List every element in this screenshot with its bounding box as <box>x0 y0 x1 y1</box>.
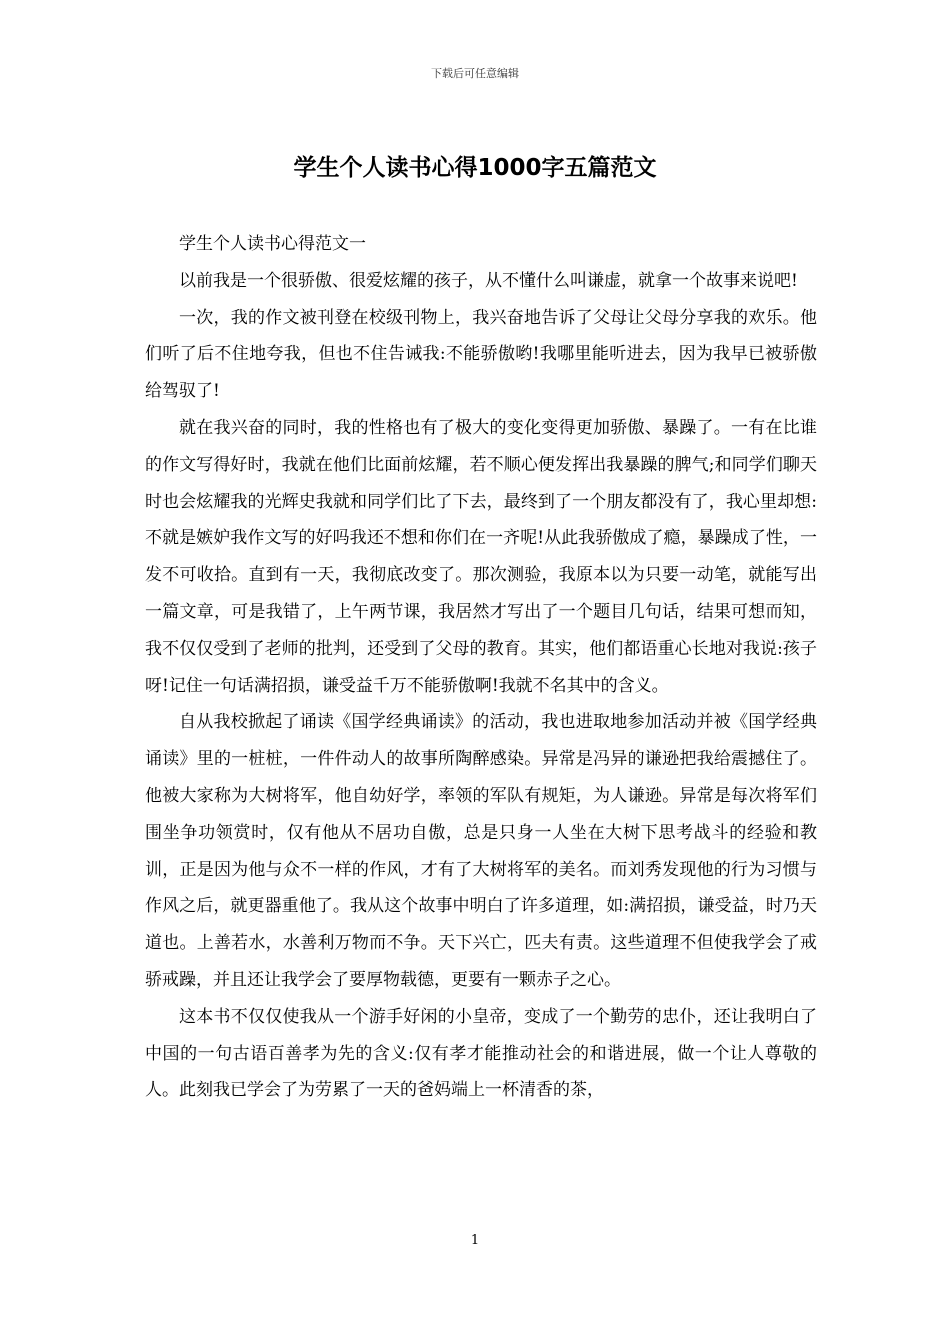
document-body <box>145 226 817 1109</box>
paragraph: 自从我校掀起了诵读《国学经典诵读》的活动，我也进取地参加活动并被《国学经典诵读》里的一桩桩，一件件动人的故事所陶醉感染。异常是冯异的谦逊把我给震撼住了。他被大家称为大树将军，他自幼好学，率领的军队有规矩，为人谦逊。异常是每次将军们围坐争功领赏时，仅有他从不居功自傲，总是只身一人坐在大树下思考战斗的经验和教训，正是因为他与众不一样的作风，才有了大树将军的美名。而刘秀发现他的行为习惯与作风之后，就更器重他了。我从这个故事中明白了许多道理，如:满招损，谦受益，时乃天道也。上善若水，水善利万物而不争。天下兴亡，匹夫有责。这些道理不但使我学会了戒骄戒躁，并且还让我学会了要厚物载德，更要有一颗赤子之心。 <box>145 712 817 990</box>
paragraph: 一次，我的作文被刊登在校级刊物上，我兴奋地告诉了父母让父母分享我的欢乐。他们听了后不住地夸我，但也不住告诫我:不能骄傲哟!我哪里能听进去，因为我早已被骄傲给驾驭了! <box>145 307 817 402</box>
paragraph: 这本书不仅仅使我从一个游手好闲的小皇帝，变成了一个勤劳的忠仆，还让我明白了中国的一句古语百善孝为先的含义:仅有孝才能推动社会的和谐进展，做一个让人尊敬的人。此刻我已学会了为劳累了一天的爸妈端上一杯清香的茶， <box>145 1006 817 1101</box>
document-title: 学生个人读书心得1000字五篇范文 <box>293 155 657 181</box>
page-number: 1 <box>470 1233 480 1248</box>
header-note: 下载后可任意编辑 <box>431 67 519 80</box>
section-heading: 学生个人读书心得范文一 <box>179 234 366 254</box>
paragraph: 就在我兴奋的同时，我的性格也有了极大的变化变得更加骄傲、暴躁了。一有在比谁的作文写得好时，我就在他们比面前炫耀，若不顺心便发挥出我暴躁的脾气;和同学们聊天时也会炫耀我的光辉史我就和同学们比了下去，最终到了一个朋友都没有了，我心里却想:不就是嫉妒我作文写的好吗我还不想和你们在一齐呢!从此我骄傲成了瘾，暴躁成了性，一发不可收拾。直到有一天，我彻底改变了。那次测验，我原本以为只要一动笔，就能写出一篇文章，可是我错了，上午两节课，我居然才写出了一个题目几句话，结果可想而知，我不仅仅受到了老师的批判，还受到了父母的教育。其实，他们都语重心长地对我说:孩子呀!记住一句话满招损，谦受益千万不能骄傲啊!我就不名其中的含义。 <box>145 417 817 696</box>
paragraph: 以前我是一个很骄傲、很爱炫耀的孩子，从不懂什么叫谦虚，就拿一个故事来说吧! <box>179 270 798 291</box>
